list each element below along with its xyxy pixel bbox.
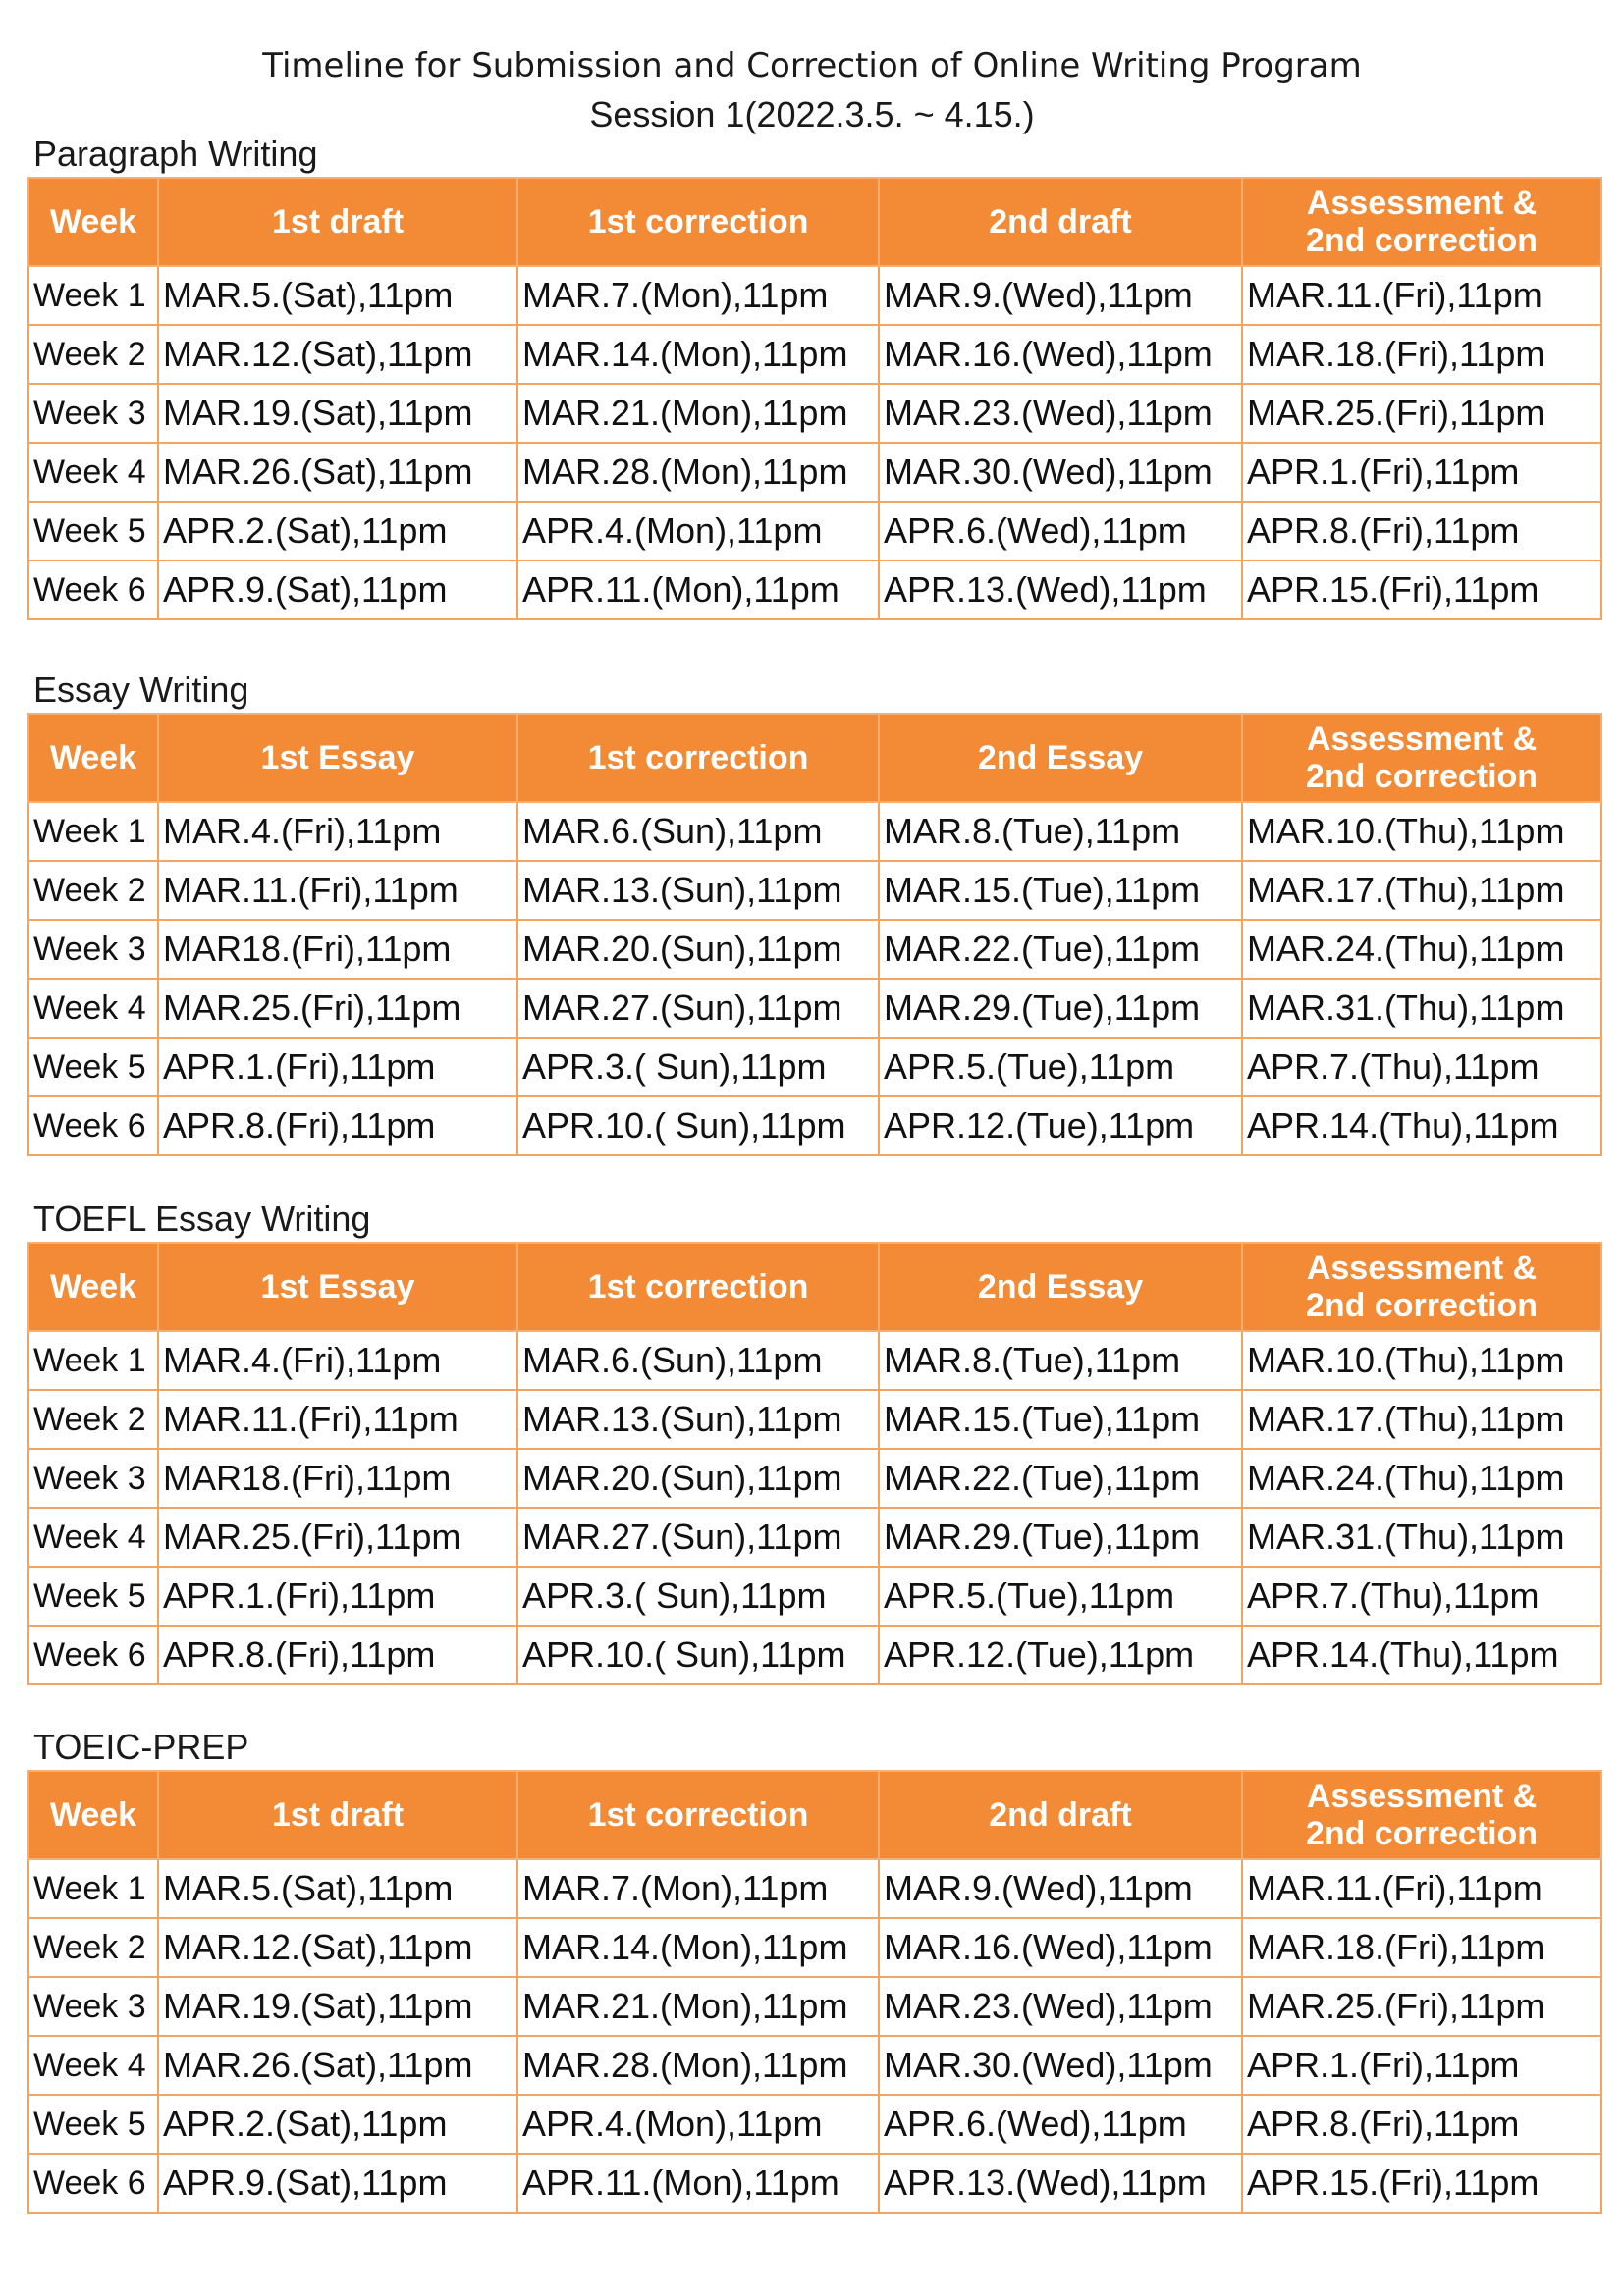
date-cell: MAR.5.(Sat),11pm — [158, 266, 517, 325]
week-cell: Week 1 — [28, 1331, 158, 1390]
week-cell: Week 1 — [28, 1859, 158, 1918]
section-paragraph-writing — [27, 132, 1600, 620]
date-cell: APR.5.(Tue),11pm — [879, 1567, 1242, 1626]
week-cell: Week 4 — [28, 443, 158, 502]
date-cell: MAR.28.(Mon),11pm — [517, 443, 879, 502]
date-cell: MAR.16.(Wed),11pm — [879, 1918, 1242, 1977]
table-row — [28, 1096, 1601, 1155]
date-cell: MAR.14.(Mon),11pm — [517, 325, 879, 384]
date-cell: APR.13.(Wed),11pm — [879, 2154, 1242, 2213]
date-cell: MAR.9.(Wed),11pm — [879, 1859, 1242, 1918]
header-week: Week — [28, 1243, 158, 1331]
date-cell: MAR.29.(Tue),11pm — [879, 979, 1242, 1038]
date-cell: MAR.27.(Sun),11pm — [517, 979, 879, 1038]
date-cell: APR.7.(Thu),11pm — [1242, 1038, 1601, 1096]
header-first-submission: 1st Essay — [158, 714, 517, 802]
date-cell: APR.8.(Fri),11pm — [1242, 2095, 1601, 2154]
table-row — [28, 1859, 1601, 1918]
table-row — [28, 325, 1601, 384]
week-cell: Week 3 — [28, 1449, 158, 1508]
table-row — [28, 979, 1601, 1038]
date-cell: APR.10.( Sun),11pm — [517, 1626, 879, 1684]
section-title: TOEIC-PREP — [33, 1727, 249, 1767]
date-cell: MAR.30.(Wed),11pm — [879, 443, 1242, 502]
date-cell: MAR.12.(Sat),11pm — [158, 325, 517, 384]
week-cell: Week 2 — [28, 861, 158, 920]
table-row — [28, 1567, 1601, 1626]
table-row — [28, 1977, 1601, 2036]
date-cell: APR.11.(Mon),11pm — [517, 561, 879, 619]
header-first-submission: 1st draft — [158, 178, 517, 266]
date-cell: MAR.28.(Mon),11pm — [517, 2036, 879, 2095]
table-header-row — [28, 1771, 1601, 1859]
table-row — [28, 920, 1601, 979]
header-assessment-line1: Assessment & — [1306, 1778, 1538, 1815]
date-cell: APR.6.(Wed),11pm — [879, 502, 1242, 561]
week-cell: Week 4 — [28, 979, 158, 1038]
header-assessment — [1242, 178, 1601, 266]
table-header-row — [28, 1243, 1601, 1331]
date-cell: MAR.25.(Fri),11pm — [1242, 384, 1601, 443]
table-row — [28, 443, 1601, 502]
date-cell: MAR.8.(Tue),11pm — [879, 802, 1242, 861]
section-title: TOEFL Essay Writing — [33, 1199, 371, 1239]
header-second-submission: 2nd draft — [879, 178, 1242, 266]
date-cell: MAR.9.(Wed),11pm — [879, 266, 1242, 325]
date-cell: MAR.11.(Fri),11pm — [158, 1390, 517, 1449]
section-title: Essay Writing — [33, 669, 249, 710]
date-cell: APR.13.(Wed),11pm — [879, 561, 1242, 619]
date-cell: MAR.25.(Fri),11pm — [158, 1508, 517, 1567]
week-cell: Week 5 — [28, 502, 158, 561]
header-second-submission: 2nd Essay — [879, 714, 1242, 802]
date-cell: APR.15.(Fri),11pm — [1242, 2154, 1601, 2213]
schedule-table — [27, 1242, 1602, 1685]
table-header-row — [28, 714, 1601, 802]
date-cell: MAR.20.(Sun),11pm — [517, 1449, 879, 1508]
table-row — [28, 1390, 1601, 1449]
table-row — [28, 1508, 1601, 1567]
week-cell: Week 5 — [28, 1038, 158, 1096]
week-cell: Week 1 — [28, 266, 158, 325]
date-cell: MAR.4.(Fri),11pm — [158, 1331, 517, 1390]
week-cell: Week 1 — [28, 802, 158, 861]
date-cell: MAR.18.(Fri),11pm — [1242, 325, 1601, 384]
date-cell: APR.3.( Sun),11pm — [517, 1038, 879, 1096]
table-row — [28, 561, 1601, 619]
date-cell: APR.10.( Sun),11pm — [517, 1096, 879, 1155]
date-cell: APR.6.(Wed),11pm — [879, 2095, 1242, 2154]
date-cell: MAR.22.(Tue),11pm — [879, 920, 1242, 979]
table-row — [28, 502, 1601, 561]
header-assessment — [1242, 1771, 1601, 1859]
date-cell: MAR.25.(Fri),11pm — [1242, 1977, 1601, 2036]
date-cell: APR.1.(Fri),11pm — [1242, 443, 1601, 502]
header-first-correction: 1st correction — [517, 1243, 879, 1331]
table-row — [28, 1038, 1601, 1096]
week-cell: Week 2 — [28, 325, 158, 384]
header-assessment-line1: Assessment & — [1306, 1250, 1538, 1287]
date-cell: MAR.22.(Tue),11pm — [879, 1449, 1242, 1508]
date-cell: MAR.13.(Sun),11pm — [517, 1390, 879, 1449]
week-cell: Week 4 — [28, 1508, 158, 1567]
date-cell: APR.14.(Thu),11pm — [1242, 1626, 1601, 1684]
date-cell: APR.8.(Fri),11pm — [1242, 502, 1601, 561]
date-cell: MAR.31.(Thu),11pm — [1242, 979, 1601, 1038]
table-row — [28, 2036, 1601, 2095]
date-cell: MAR.21.(Mon),11pm — [517, 384, 879, 443]
date-cell: MAR.7.(Mon),11pm — [517, 266, 879, 325]
header-first-submission: 1st Essay — [158, 1243, 517, 1331]
date-cell: MAR.25.(Fri),11pm — [158, 979, 517, 1038]
date-cell: MAR.20.(Sun),11pm — [517, 920, 879, 979]
week-cell: Week 3 — [28, 1977, 158, 2036]
week-cell: Week 6 — [28, 561, 158, 619]
header-assessment-line2: 2nd correction — [1305, 758, 1539, 795]
date-cell: MAR.6.(Sun),11pm — [517, 1331, 879, 1390]
header-week: Week — [28, 714, 158, 802]
table-row — [28, 1918, 1601, 1977]
date-cell: APR.12.(Tue),11pm — [879, 1096, 1242, 1155]
date-cell: MAR.4.(Fri),11pm — [158, 802, 517, 861]
date-cell: MAR.7.(Mon),11pm — [517, 1859, 879, 1918]
date-cell: MAR.5.(Sat),11pm — [158, 1859, 517, 1918]
date-cell: APR.8.(Fri),11pm — [158, 1626, 517, 1684]
schedule-table — [27, 713, 1602, 1156]
header-week: Week — [28, 1771, 158, 1859]
date-cell: APR.4.(Mon),11pm — [517, 502, 879, 561]
date-cell: MAR.19.(Sat),11pm — [158, 384, 517, 443]
date-cell: APR.9.(Sat),11pm — [158, 561, 517, 619]
table-row — [28, 2154, 1601, 2213]
date-cell: MAR.27.(Sun),11pm — [517, 1508, 879, 1567]
week-cell: Week 5 — [28, 1567, 158, 1626]
date-cell: APR.7.(Thu),11pm — [1242, 1567, 1601, 1626]
date-cell: MAR.29.(Tue),11pm — [879, 1508, 1242, 1567]
date-cell: MAR.19.(Sat),11pm — [158, 1977, 517, 2036]
date-cell: MAR.13.(Sun),11pm — [517, 861, 879, 920]
date-cell: APR.9.(Sat),11pm — [158, 2154, 517, 2213]
date-cell: MAR.17.(Thu),11pm — [1242, 1390, 1601, 1449]
date-cell: MAR.15.(Tue),11pm — [879, 861, 1242, 920]
week-cell: Week 5 — [28, 2095, 158, 2154]
header-first-correction: 1st correction — [517, 178, 879, 266]
date-cell: MAR.23.(Wed),11pm — [879, 1977, 1242, 2036]
date-cell: MAR.12.(Sat),11pm — [158, 1918, 517, 1977]
header-second-submission: 2nd Essay — [879, 1243, 1242, 1331]
header-first-correction: 1st correction — [517, 1771, 879, 1859]
page-title — [0, 41, 1624, 139]
schedule-table — [27, 177, 1602, 620]
section-title: Paragraph Writing — [33, 133, 318, 174]
date-cell: MAR.11.(Fri),11pm — [158, 861, 517, 920]
date-cell: APR.12.(Tue),11pm — [879, 1626, 1242, 1684]
date-cell: MAR.26.(Sat),11pm — [158, 443, 517, 502]
date-cell: MAR18.(Fri),11pm — [158, 920, 517, 979]
header-first-correction: 1st correction — [517, 714, 879, 802]
date-cell: APR.11.(Mon),11pm — [517, 2154, 879, 2213]
date-cell: MAR.30.(Wed),11pm — [879, 2036, 1242, 2095]
date-cell: APR.2.(Sat),11pm — [158, 502, 517, 561]
title-line-1: Timeline for Submission and Correction of Online Writing Program — [262, 46, 1362, 85]
week-cell: Week 3 — [28, 920, 158, 979]
table-header-row — [28, 178, 1601, 266]
header-first-submission: 1st draft — [158, 1771, 517, 1859]
date-cell: MAR.11.(Fri),11pm — [1242, 1859, 1601, 1918]
date-cell: APR.5.(Tue),11pm — [879, 1038, 1242, 1096]
header-assessment-line1: Assessment & — [1306, 721, 1538, 758]
week-cell: Week 6 — [28, 1096, 158, 1155]
header-week: Week — [28, 178, 158, 266]
date-cell: APR.1.(Fri),11pm — [158, 1038, 517, 1096]
table-row — [28, 1449, 1601, 1508]
header-assessment-line2: 2nd correction — [1305, 1815, 1539, 1852]
date-cell: MAR.14.(Mon),11pm — [517, 1918, 879, 1977]
table-row — [28, 266, 1601, 325]
header-assessment-line1: Assessment & — [1306, 185, 1538, 222]
date-cell: MAR.16.(Wed),11pm — [879, 325, 1242, 384]
section-essay-writing — [27, 667, 1600, 1156]
table-row — [28, 384, 1601, 443]
week-cell: Week 3 — [28, 384, 158, 443]
date-cell: MAR.21.(Mon),11pm — [517, 1977, 879, 2036]
title-line-2: Session 1(2022.3.5. ~ 4.15.) — [589, 94, 1035, 134]
week-cell: Week 2 — [28, 1390, 158, 1449]
week-cell: Week 4 — [28, 2036, 158, 2095]
date-cell: MAR.8.(Tue),11pm — [879, 1331, 1242, 1390]
date-cell: MAR.24.(Thu),11pm — [1242, 920, 1601, 979]
date-cell: APR.3.( Sun),11pm — [517, 1567, 879, 1626]
date-cell: MAR.24.(Thu),11pm — [1242, 1449, 1601, 1508]
week-cell: Week 6 — [28, 1626, 158, 1684]
section-toeic-prep — [27, 1725, 1600, 2214]
date-cell: MAR.23.(Wed),11pm — [879, 384, 1242, 443]
date-cell: MAR.11.(Fri),11pm — [1242, 266, 1601, 325]
table-row — [28, 861, 1601, 920]
date-cell: APR.4.(Mon),11pm — [517, 2095, 879, 2154]
date-cell: APR.8.(Fri),11pm — [158, 1096, 517, 1155]
date-cell: MAR.31.(Thu),11pm — [1242, 1508, 1601, 1567]
date-cell: APR.15.(Fri),11pm — [1242, 561, 1601, 619]
schedule-table — [27, 1770, 1602, 2214]
header-assessment-line2: 2nd correction — [1305, 1287, 1539, 1324]
table-row — [28, 802, 1601, 861]
header-assessment — [1242, 714, 1601, 802]
header-second-submission: 2nd draft — [879, 1771, 1242, 1859]
date-cell: MAR.10.(Thu),11pm — [1242, 1331, 1601, 1390]
date-cell: MAR.26.(Sat),11pm — [158, 2036, 517, 2095]
week-cell: Week 6 — [28, 2154, 158, 2213]
date-cell: MAR.10.(Thu),11pm — [1242, 802, 1601, 861]
date-cell: MAR.18.(Fri),11pm — [1242, 1918, 1601, 1977]
date-cell: MAR.17.(Thu),11pm — [1242, 861, 1601, 920]
table-row — [28, 1626, 1601, 1684]
date-cell: APR.2.(Sat),11pm — [158, 2095, 517, 2154]
date-cell: MAR.15.(Tue),11pm — [879, 1390, 1242, 1449]
date-cell: APR.14.(Thu),11pm — [1242, 1096, 1601, 1155]
date-cell: MAR.6.(Sun),11pm — [517, 802, 879, 861]
section-toefl-essay-writing — [27, 1197, 1600, 1685]
date-cell: APR.1.(Fri),11pm — [158, 1567, 517, 1626]
header-assessment-line2: 2nd correction — [1305, 222, 1539, 259]
date-cell: MAR18.(Fri),11pm — [158, 1449, 517, 1508]
header-assessment — [1242, 1243, 1601, 1331]
week-cell: Week 2 — [28, 1918, 158, 1977]
table-row — [28, 2095, 1601, 2154]
table-row — [28, 1331, 1601, 1390]
date-cell: APR.1.(Fri),11pm — [1242, 2036, 1601, 2095]
